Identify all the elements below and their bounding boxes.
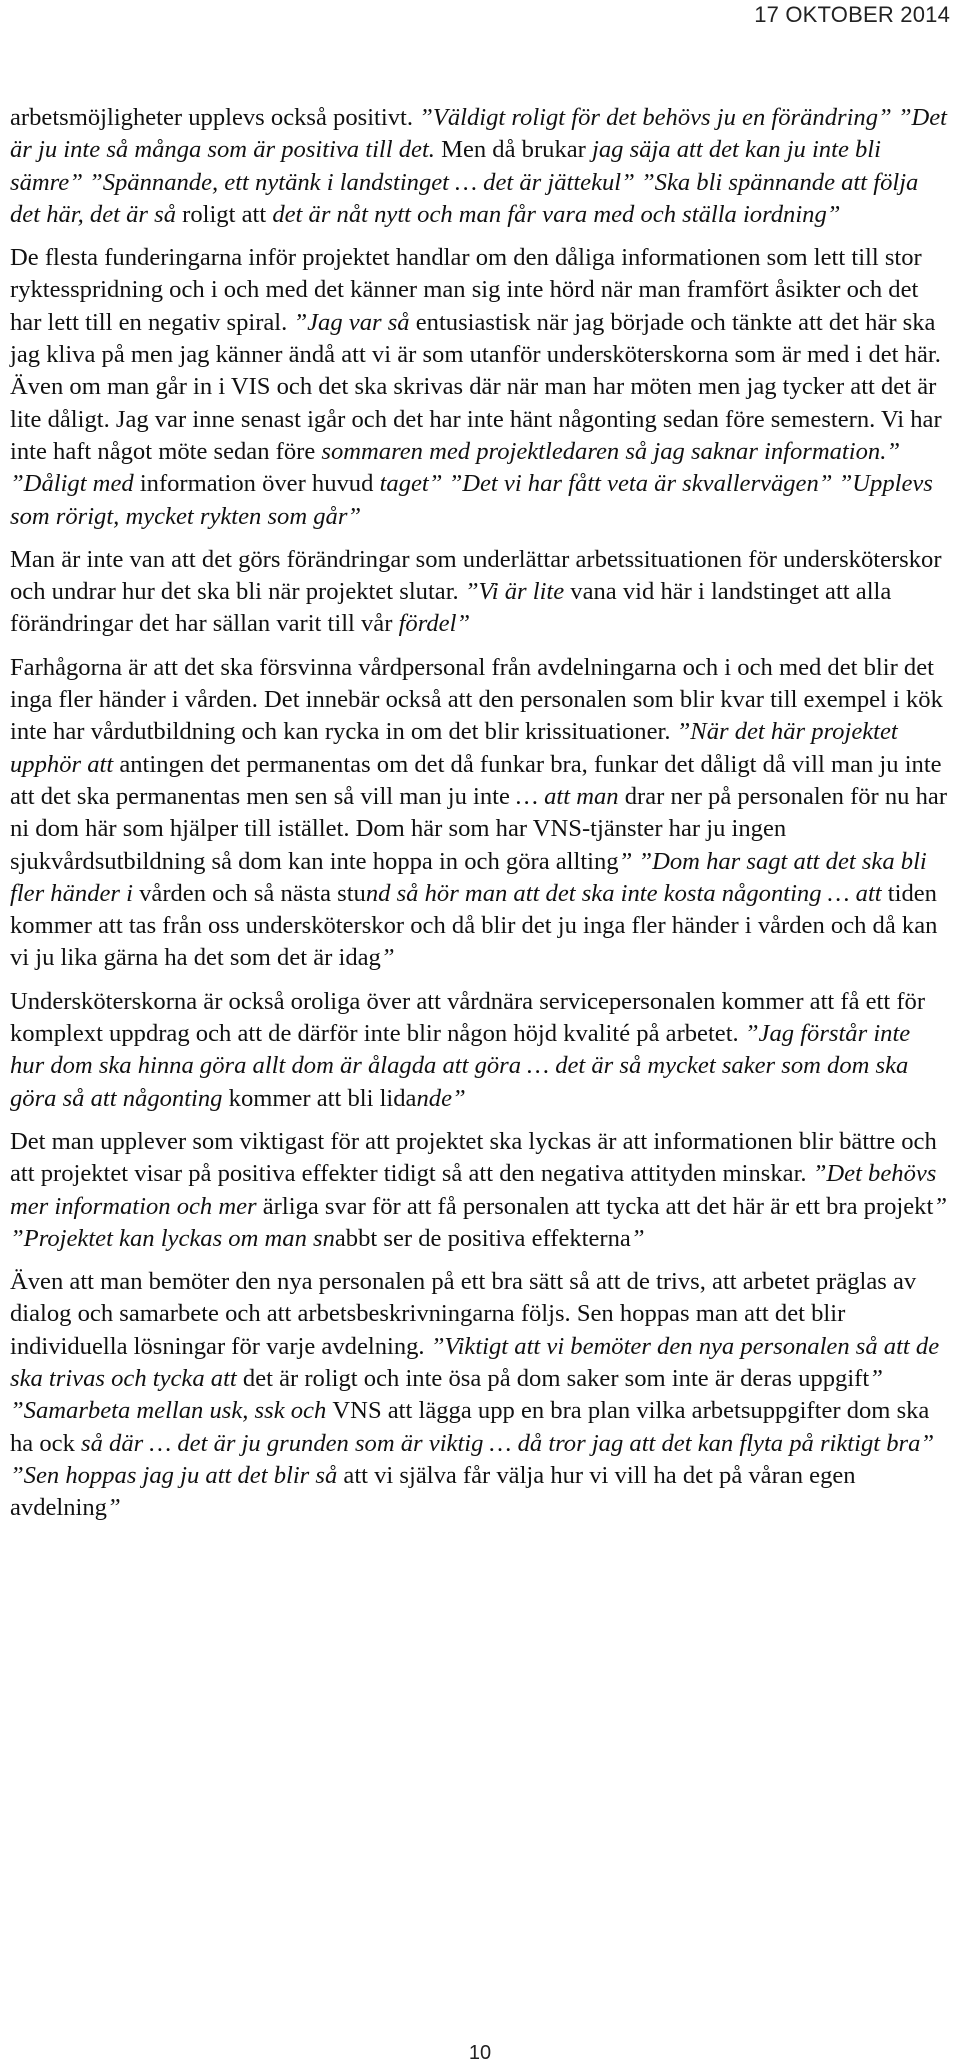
body-text-segment: roligt att [182,200,273,228]
paragraph [10,544,948,641]
quote-text: nde” [416,1084,466,1112]
quote-text: ”När det här projektet upphör att [10,718,898,778]
body-text-segment: Farhågorna är att det ska försvinna vårdpersonal från avdelningarna och i och med det blir det inga fler händer i vården. Det innebär också att den personalen som blir kvar till exempel i kök inte har vårdutbildning och kan rycka in om det blir krissituationer. [10,653,943,746]
quote-text: jag säja att det kan ju inte bli sämre” ”Spännande, ett nytänk i landstinget … det är jättekul” ”Ska bli spännande att följa det här, det är så [10,136,919,228]
body-text-segment: Även att man bemöter den nya personalen på ett bra sätt så att de trivs, att arbetet präglas av dialog och samarbete och att arbetsbeskrivningarna följs. Sen hoppas man att det blir individuella lösningar för varje avdelning. [10,1268,917,1360]
quote-text: ” [380,944,395,972]
body-text-segment: att vi själva får välja hur vi vill ha det på våran egen avdelning [10,1461,856,1522]
paragraph [10,1266,948,1524]
quote-text: det är nåt nytt och man får vara med och ställa iordning” [272,200,841,228]
body-text-segment: entusiastisk när jag började och tänkte att det här ska jag kliva på men jag känner ändå att vi är som utanför undersköterskorna som är med i det här. Även om man går in i VIS och det ska skrivas där när man har möten men jag tycker att det är lite dåligt. Jag var inne senast igår och det har inte hänt någonting sedan före semestern. Vi har inte haft något möte sedan före [10,308,942,465]
body-text-segment: drar ner på personalen för nu har ni dom här som hjälper till istället. Dom här som har VNS-tjänster har ju ingen sjukvårdsutbildning så dom kan inte hoppa in och göra allting [10,782,948,875]
quote-text: ”Jag förstår inte hur dom ska hinna göra allt dom är ålagda att göra … det är så mycket saker som dom ska göra så att någonting [10,1020,911,1112]
body-text-segment: vana vid här i landstinget att alla förändringar det har sällan varit till vår [10,578,892,638]
body-text-segment: tiden kommer att tas från oss undersköterskor och då blir det ju inga fler händer i vården och då kan vi ju lika gärna ha det som det är idag [10,879,938,972]
paragraph [10,986,948,1115]
body-text-segment: abbt ser de positiva effekterna [334,1224,631,1252]
body-text-segment: VNS att lägga upp en bra plan vilka arbetsuppgifter dom ska ha ock [10,1397,930,1457]
document-body [10,102,948,1524]
quote-text: taget” ”Det vi har fått veta är skvallervägen” ”Upplevs som rörigt, mycket rykten som går” [10,470,933,530]
quote-text: ” ”Samarbeta mellan usk, ssk och [10,1364,883,1425]
paragraph [10,242,948,533]
body-text-segment: Man är inte van att det görs förändringar som underlättar arbetssituationen för undersköterskor och undrar hur det ska bli när projektet slutar. [10,545,942,606]
quote-text: ”Jag var så [293,308,416,336]
quote-text: ”Väldigt roligt för det behövs ju en förändring” ”Det är ju inte så många som är positiva till det. [10,104,948,164]
quote-text: så där … det är ju grunden som är viktig … då tror jag att det kan flyta på riktigt bra” ”Sen hoppas jag ju att det blir så [10,1429,935,1489]
body-text-segment: information över huvud [139,470,380,498]
quote-text: … att man [516,782,625,810]
quote-text: ”Viktigt att vi bemöter den nya personalen så att de ska trivas och tycka att [10,1332,940,1392]
body-text-segment: antingen det permanentas om det då funkar bra, funkar det dåligt då vill man ju inte att det ska permanentas men sen så vill man ju inte [10,750,942,810]
quote-text: ” ”Dom har sagt att det ska bli fler händer i [10,847,927,907]
body-text-segment: det är roligt och inte ösa på dom saker som inte är deras uppgift [242,1364,870,1392]
quote-text: fördel” [398,610,471,638]
body-text-segment: vården och så nästa stu [139,879,366,907]
quote-text: ”Det behövs mer information och mer [10,1160,937,1220]
quote-text: sommaren med projektledaren så jag saknar information.” ”Dåligt med [10,437,901,498]
paragraph [10,652,948,975]
body-text-segment: De flesta funderingarna inför projektet handlar om den dåliga informationen som lett till stor ryktesspridning och i och med det känner man sig inte hörd när man framfört åsikter och det har lett till en negativ spiral. [10,244,922,336]
body-text-segment: arbetsmöjligheter upplevs också positivt. [10,104,420,131]
paragraph [10,102,948,231]
quote-text: ” [630,1224,645,1252]
page-number: 10 [468,2042,492,2064]
body-text-segment: Det man upplever som viktigast för att projektet ska lyckas är att informationen blir bättre och att projektet visar på positiva effekter tidigt så att den negativa attityden minskar. [10,1127,937,1188]
page-header-date: 17 OKTOBER 2014 [754,2,950,27]
body-text-segment: Men då brukar [441,136,593,164]
paragraph [10,1126,948,1255]
quote-text: ” [106,1494,121,1522]
body-text-segment: Undersköterskorna är också oroliga över att vårdnära servicepersonalen kommer att få ett för komplext uppdrag och att de därför inte blir någon höjd kvalité på arbetet. [10,987,926,1048]
quote-text: ”Vi är lite [464,578,571,606]
quote-text: ” ”Projektet kan lyckas om man sn [10,1192,947,1252]
body-text-segment: kommer att bli lida [228,1084,417,1112]
quote-text: nd så hör man att det ska inte kosta någonting … att [365,879,888,907]
body-text-segment: ärliga svar för att få personalen att tycka att det här är ett bra projekt [262,1192,934,1220]
